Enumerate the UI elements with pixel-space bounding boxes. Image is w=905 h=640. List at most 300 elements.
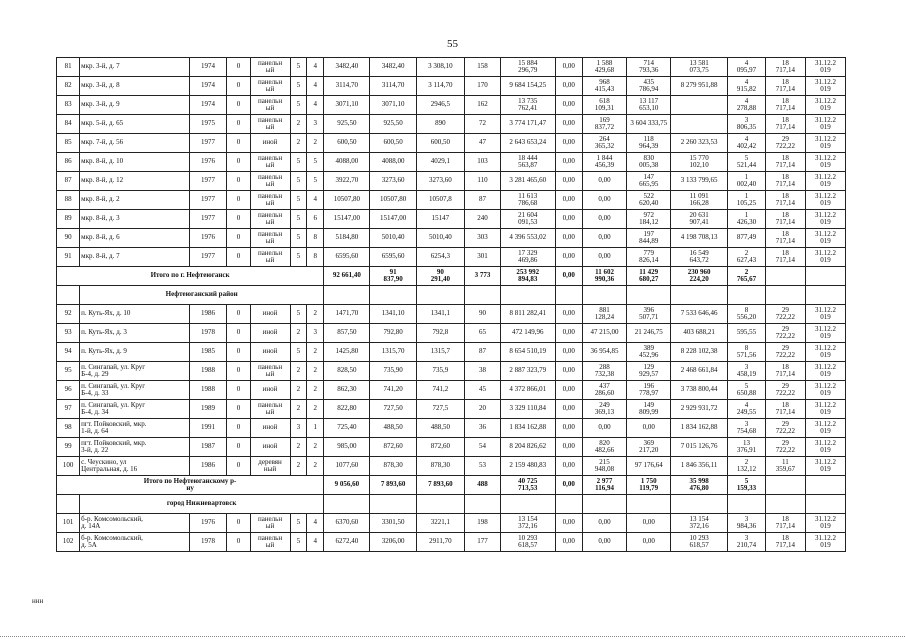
table-cell	[582, 286, 626, 305]
table-cell: 5	[290, 96, 307, 115]
table-cell: 2	[290, 362, 307, 381]
table-cell: 82	[57, 77, 80, 96]
table-cell: 792,8	[416, 324, 464, 343]
table-cell: 5	[290, 58, 307, 77]
table-cell: 9 684 154,25	[500, 77, 555, 96]
table-cell: панельн ый	[250, 533, 290, 552]
table-cell: 5	[307, 153, 324, 172]
table-cell: 20	[465, 400, 501, 419]
table-cell: 3 754,68	[728, 419, 766, 438]
table-cell: 5	[290, 153, 307, 172]
table-cell: 29 722,22	[765, 343, 805, 362]
table-cell: 1986	[189, 305, 227, 324]
table-cell: 31.12.2 019	[805, 229, 845, 248]
table-cell	[465, 286, 501, 305]
table-cell: 0,00	[555, 343, 582, 362]
table-cell: мкр. 3-й, д. 7	[80, 58, 189, 77]
table-cell: 10507,8	[416, 191, 464, 210]
table-cell: 15147,00	[324, 210, 370, 229]
section-heading: город Нижневартовск	[80, 495, 324, 514]
table-cell: 3206,00	[370, 533, 416, 552]
table-cell	[671, 96, 728, 115]
table-cell: 18 717,14	[765, 58, 805, 77]
table-cell: 18 717,14	[765, 514, 805, 533]
table-cell: 10507,80	[324, 191, 370, 210]
table-cell: 1988	[189, 381, 227, 400]
table-row	[57, 210, 846, 229]
table-cell: 4 915,82	[728, 77, 766, 96]
table-row	[57, 153, 846, 172]
table-cell: 3301,50	[370, 514, 416, 533]
table-cell	[728, 495, 766, 514]
table-cell: 1978	[189, 324, 227, 343]
table-cell: 4 095,97	[728, 58, 766, 77]
total-cell: 2 765,67	[728, 267, 766, 286]
table-cell	[416, 286, 464, 305]
table-cell: 1977	[189, 248, 227, 267]
table-cell: 31.12.2 019	[805, 210, 845, 229]
total-cell	[805, 267, 845, 286]
table-cell: 87	[57, 172, 80, 191]
table-cell: 31.12.2 019	[805, 400, 845, 419]
table-cell: 92	[57, 305, 80, 324]
table-cell: 396 507,71	[627, 305, 671, 324]
table-cell: 0,00	[555, 172, 582, 191]
table-cell: 72	[465, 115, 501, 134]
table-cell: 15 884 296,79	[500, 58, 555, 77]
table-cell: 95	[57, 362, 80, 381]
table-cell: 6272,40	[324, 533, 370, 552]
table-cell: 31.12.2 019	[805, 248, 845, 267]
table-cell: 31.12.2 019	[805, 58, 845, 77]
table-cell	[671, 495, 728, 514]
table-cell: 29 722,22	[765, 305, 805, 324]
table-cell: 10 293 618,57	[500, 533, 555, 552]
table-cell: панельн ый	[250, 58, 290, 77]
table-cell: 5	[290, 514, 307, 533]
table-cell: 1341,1	[416, 305, 464, 324]
table-cell: 488,50	[416, 419, 464, 438]
table-cell: 18 717,14	[765, 210, 805, 229]
table-cell: 0,00	[582, 191, 626, 210]
table-row	[57, 134, 846, 153]
table-cell: 11 359,67	[765, 457, 805, 476]
table-cell: 0	[227, 305, 250, 324]
table-cell: 91	[57, 248, 80, 267]
table-cell: б-р. Комсомольский, д. 14А	[80, 514, 189, 533]
table-cell	[555, 495, 582, 514]
table-cell: 0,00	[555, 362, 582, 381]
table-cell: 18 717,14	[765, 96, 805, 115]
table-cell: 96	[57, 381, 80, 400]
table-cell: 2 132,12	[728, 457, 766, 476]
table-cell	[416, 495, 464, 514]
table-cell: 38	[465, 362, 501, 381]
total-cell	[805, 476, 845, 495]
table-cell	[765, 286, 805, 305]
table-cell	[805, 495, 845, 514]
total-cell: 9 056,60	[324, 476, 370, 495]
table-cell: 0	[227, 77, 250, 96]
table-cell: 862,30	[324, 381, 370, 400]
table-cell: 5	[290, 77, 307, 96]
table-cell: мкр. 8-й, д. 12	[80, 172, 189, 191]
table-cell: 2	[290, 381, 307, 400]
table-cell: 301	[465, 248, 501, 267]
table-row	[57, 362, 846, 381]
total-cell: 11 429 680,27	[627, 267, 671, 286]
table-cell: 31.12.2 019	[805, 96, 845, 115]
table-cell: 4088,00	[324, 153, 370, 172]
table-cell: 1 002,40	[728, 172, 766, 191]
table-cell	[671, 115, 728, 134]
table-cell: 5 650,88	[728, 381, 766, 400]
table-cell: 3 774 171,47	[500, 115, 555, 134]
table-cell: 1 105,25	[728, 191, 766, 210]
total-cell: 92 661,40	[324, 267, 370, 286]
table-cell: 0,00	[555, 400, 582, 419]
table-cell: 20 631 907,41	[671, 210, 728, 229]
table-cell: 93	[57, 324, 80, 343]
table-cell: 925,50	[370, 115, 416, 134]
table-cell: 3221,1	[416, 514, 464, 533]
table-cell: 4 249,55	[728, 400, 766, 419]
table-cell: 13 117 653,10	[627, 96, 671, 115]
table-cell: 31.12.2 019	[805, 381, 845, 400]
table-cell	[500, 286, 555, 305]
table-cell: 197 844,89	[627, 229, 671, 248]
table-cell: 1975	[189, 115, 227, 134]
table-cell: 0	[227, 324, 250, 343]
table-cell: 0,00	[582, 419, 626, 438]
table-cell: 8 571,56	[728, 343, 766, 362]
table-cell: 47	[465, 134, 501, 153]
table-cell: 11 613 786,68	[500, 191, 555, 210]
table-cell: 2	[307, 134, 324, 153]
table-cell: иной	[250, 324, 290, 343]
table-cell: 0	[227, 96, 250, 115]
table-cell: 0,00	[555, 514, 582, 533]
table-cell: 0,00	[627, 419, 671, 438]
table-cell: 0	[227, 210, 250, 229]
table-cell: 8 204 826,62	[500, 438, 555, 457]
table-cell: панельн ый	[250, 514, 290, 533]
table-row	[57, 514, 846, 533]
table-cell	[671, 286, 728, 305]
table-cell	[765, 495, 805, 514]
table-cell: 0,00	[555, 58, 582, 77]
table-cell: 129 929,57	[627, 362, 671, 381]
table-cell: 830 005,38	[627, 153, 671, 172]
table-cell: 3482,40	[370, 58, 416, 77]
table-cell: 99	[57, 438, 80, 457]
table-cell: 4	[307, 533, 324, 552]
table-cell: панельн ый	[250, 153, 290, 172]
table-cell: 0,00	[582, 229, 626, 248]
table-cell: 18 717,14	[765, 172, 805, 191]
table-cell: 0	[227, 172, 250, 191]
table-cell: 18 717,14	[765, 362, 805, 381]
table-cell: 31.12.2 019	[805, 172, 845, 191]
table-cell: 0,00	[555, 305, 582, 324]
table-cell	[728, 286, 766, 305]
table-cell: 97	[57, 400, 80, 419]
total-row	[57, 476, 846, 495]
table-cell: панельн ый	[250, 362, 290, 381]
table-cell: 0,00	[555, 457, 582, 476]
table-cell: 0,00	[555, 134, 582, 153]
table-cell: 36	[465, 419, 501, 438]
table-cell: 1315,70	[370, 343, 416, 362]
total-cell: 253 992 894,83	[500, 267, 555, 286]
table-cell: 6	[307, 210, 324, 229]
table-cell: 90	[465, 305, 501, 324]
table-cell: п. Куть-Ях, д. 3	[80, 324, 189, 343]
table-cell: 13 581 073,75	[671, 58, 728, 77]
table-cell: 741,20	[370, 381, 416, 400]
table-cell: 54	[465, 438, 501, 457]
total-cell: 90 291,40	[416, 267, 464, 286]
total-cell: 35 998 476,80	[671, 476, 728, 495]
table-cell: 0	[227, 343, 250, 362]
table-cell: 6595,60	[370, 248, 416, 267]
page-number: 55	[447, 38, 458, 50]
table-cell: мкр. 8-й, д. 6	[80, 229, 189, 248]
table-cell: 7 015 126,76	[671, 438, 728, 457]
table-cell: 1425,80	[324, 343, 370, 362]
table-cell: 2	[307, 400, 324, 419]
total-cell: 0,00	[555, 476, 582, 495]
table-cell: панельн ый	[250, 210, 290, 229]
table-cell: 3114,70	[324, 77, 370, 96]
table-cell: б-р. Комсомольский, д. 5А	[80, 533, 189, 552]
table-cell: 1978	[189, 533, 227, 552]
table-cell: 0	[227, 115, 250, 134]
table-cell: 618 109,31	[582, 96, 626, 115]
table-cell: 822,80	[324, 400, 370, 419]
table-cell: 149 809,99	[627, 400, 671, 419]
total-cell: 488	[465, 476, 501, 495]
table-cell: 2	[290, 400, 307, 419]
table-cell: 0	[227, 533, 250, 552]
table-cell: 369 217,20	[627, 438, 671, 457]
table-cell: 196 778,97	[627, 381, 671, 400]
table-cell: 925,50	[324, 115, 370, 134]
section-row	[57, 286, 846, 305]
table-cell: 8	[307, 229, 324, 248]
table-cell: панельн ый	[250, 77, 290, 96]
table-cell: 2	[307, 343, 324, 362]
table-cell	[370, 286, 416, 305]
table-cell: мкр. 3-й, д. 8	[80, 77, 189, 96]
table-cell: 5	[290, 343, 307, 362]
table-cell: 0,00	[555, 77, 582, 96]
total-cell: 40 725 713,53	[500, 476, 555, 495]
table-cell: панельн ый	[250, 115, 290, 134]
table-cell: 3 308,10	[416, 58, 464, 77]
total-label: Итого по г. Нефтеюганск	[57, 267, 324, 286]
table-row	[57, 191, 846, 210]
table-cell: 18 444 563,87	[500, 153, 555, 172]
table-cell: 3 281 465,60	[500, 172, 555, 191]
table-cell: 857,50	[324, 324, 370, 343]
table-cell: 1 846 356,11	[671, 457, 728, 476]
table-row	[57, 438, 846, 457]
footer-mark: ннн	[32, 597, 44, 605]
table-cell	[57, 495, 80, 514]
table-cell: мкр. 8-й, д. 10	[80, 153, 189, 172]
table-cell: 2 887 323,79	[500, 362, 555, 381]
table-cell: 31.12.2 019	[805, 305, 845, 324]
table-cell: 18 717,14	[765, 533, 805, 552]
table-cell: 100	[57, 457, 80, 476]
total-row	[57, 267, 846, 286]
table-cell: 31.12.2 019	[805, 134, 845, 153]
table-cell: 735,9	[416, 362, 464, 381]
total-cell	[765, 476, 805, 495]
table-cell: 5010,40	[416, 229, 464, 248]
table-cell: 792,80	[370, 324, 416, 343]
table-cell: 0,00	[555, 96, 582, 115]
table-cell: 0	[227, 153, 250, 172]
table-cell: 18 717,14	[765, 191, 805, 210]
table-cell: 2	[290, 324, 307, 343]
table-cell: 88	[57, 191, 80, 210]
table-row	[57, 457, 846, 476]
table-row	[57, 533, 846, 552]
table-cell: 0,00	[582, 533, 626, 552]
table-cell: 31.12.2 019	[805, 514, 845, 533]
table-cell: 4 402,42	[728, 134, 766, 153]
table-cell: 2	[290, 134, 307, 153]
table-cell: с. Чеускино, ул Центральная, д. 16	[80, 457, 189, 476]
table-cell: 31.12.2 019	[805, 191, 845, 210]
table-cell: 389 452,96	[627, 343, 671, 362]
table-cell: 90	[57, 229, 80, 248]
table-cell: иной	[250, 419, 290, 438]
table-cell: мкр. 8-й, д. 3	[80, 210, 189, 229]
table-cell: 3 329 110,84	[500, 400, 555, 419]
table-cell: 31.12.2 019	[805, 153, 845, 172]
table-cell: 8 811 282,41	[500, 305, 555, 324]
table-cell: 18 717,14	[765, 229, 805, 248]
table-cell: 84	[57, 115, 80, 134]
table-row	[57, 248, 846, 267]
total-cell: 3 773	[465, 267, 501, 286]
table-cell: 600,50	[370, 134, 416, 153]
table-cell: 595,55	[728, 324, 766, 343]
table-cell: 4 396 553,02	[500, 229, 555, 248]
table-cell: 968 415,43	[582, 77, 626, 96]
table-cell: 1	[307, 419, 324, 438]
table-cell: 0,00	[582, 248, 626, 267]
table-cell: 877,49	[728, 229, 766, 248]
table-row	[57, 172, 846, 191]
table-cell: 10 293 618,57	[671, 533, 728, 552]
table-cell: 3273,60	[370, 172, 416, 191]
table-cell: 1989	[189, 400, 227, 419]
table-cell: 29 722,22	[765, 381, 805, 400]
table-cell: 29 722,22	[765, 419, 805, 438]
table-cell: 8 279 951,88	[671, 77, 728, 96]
table-cell: 31.12.2 019	[805, 324, 845, 343]
table-cell	[370, 495, 416, 514]
table-cell: 4	[307, 96, 324, 115]
table-cell: 5	[290, 305, 307, 324]
table-cell: 435 786,94	[627, 77, 671, 96]
table-cell: 1 426,30	[728, 210, 766, 229]
table-cell: 2911,70	[416, 533, 464, 552]
table-cell: 1976	[189, 153, 227, 172]
table-cell: 264 365,32	[582, 134, 626, 153]
table-cell: 3071,10	[370, 96, 416, 115]
table-cell: 1991	[189, 419, 227, 438]
table-cell: 3482,40	[324, 58, 370, 77]
table-cell: 17 329 469,86	[500, 248, 555, 267]
table-cell: 147 665,95	[627, 172, 671, 191]
table-cell: мкр. 7-й, д. 56	[80, 134, 189, 153]
table-cell: 18 717,14	[765, 400, 805, 419]
table-cell: 11 091 166,28	[671, 191, 728, 210]
table-cell: 8 556,20	[728, 305, 766, 324]
table-cell: 249 369,13	[582, 400, 626, 419]
table-cell: 714 793,36	[627, 58, 671, 77]
table-body	[57, 58, 846, 552]
table-cell: 65	[465, 324, 501, 343]
table-row	[57, 343, 846, 362]
table-cell: 118 964,39	[627, 134, 671, 153]
table-cell: 13 154 372,16	[500, 514, 555, 533]
total-cell: 7 893,60	[416, 476, 464, 495]
table-cell: деревян ный	[250, 457, 290, 476]
table-cell: 985,00	[324, 438, 370, 457]
table-cell: 0	[227, 419, 250, 438]
table-cell: 2 643 653,24	[500, 134, 555, 153]
table-cell: мкр. 5-й, д. 65	[80, 115, 189, 134]
table-cell: 13 376,91	[728, 438, 766, 457]
table-cell: 403 688,21	[671, 324, 728, 343]
table-row	[57, 58, 846, 77]
table-row	[57, 229, 846, 248]
table-cell: 2946,5	[416, 96, 464, 115]
table-cell: 1977	[189, 172, 227, 191]
table-cell: 3 738 800,44	[671, 381, 728, 400]
table-cell: 215 948,08	[582, 457, 626, 476]
total-cell: 2 977 116,94	[582, 476, 626, 495]
table-cell: 1986	[189, 457, 227, 476]
housing-register-table	[56, 57, 846, 552]
table-row	[57, 96, 846, 115]
table-cell: 0,00	[555, 438, 582, 457]
table-cell	[324, 495, 370, 514]
table-cell: 31.12.2 019	[805, 438, 845, 457]
table-cell: п. Куть-Ях, д. 9	[80, 343, 189, 362]
table-cell: 3071,10	[324, 96, 370, 115]
table-cell: 6595,60	[324, 248, 370, 267]
table-cell: 13 735 762,41	[500, 96, 555, 115]
table-cell: 86	[57, 153, 80, 172]
table-cell: 0,00	[555, 324, 582, 343]
table-cell: 820 482,66	[582, 438, 626, 457]
table-cell: 3 806,35	[728, 115, 766, 134]
table-cell: 87	[465, 343, 501, 362]
table-row	[57, 305, 846, 324]
table-cell: пгт. Пойковский, мкр. 1-й, д. 64	[80, 419, 189, 438]
table-cell: панельн ый	[250, 191, 290, 210]
table-cell: 1974	[189, 77, 227, 96]
table-cell: 1977	[189, 210, 227, 229]
table-cell: 3	[307, 324, 324, 343]
